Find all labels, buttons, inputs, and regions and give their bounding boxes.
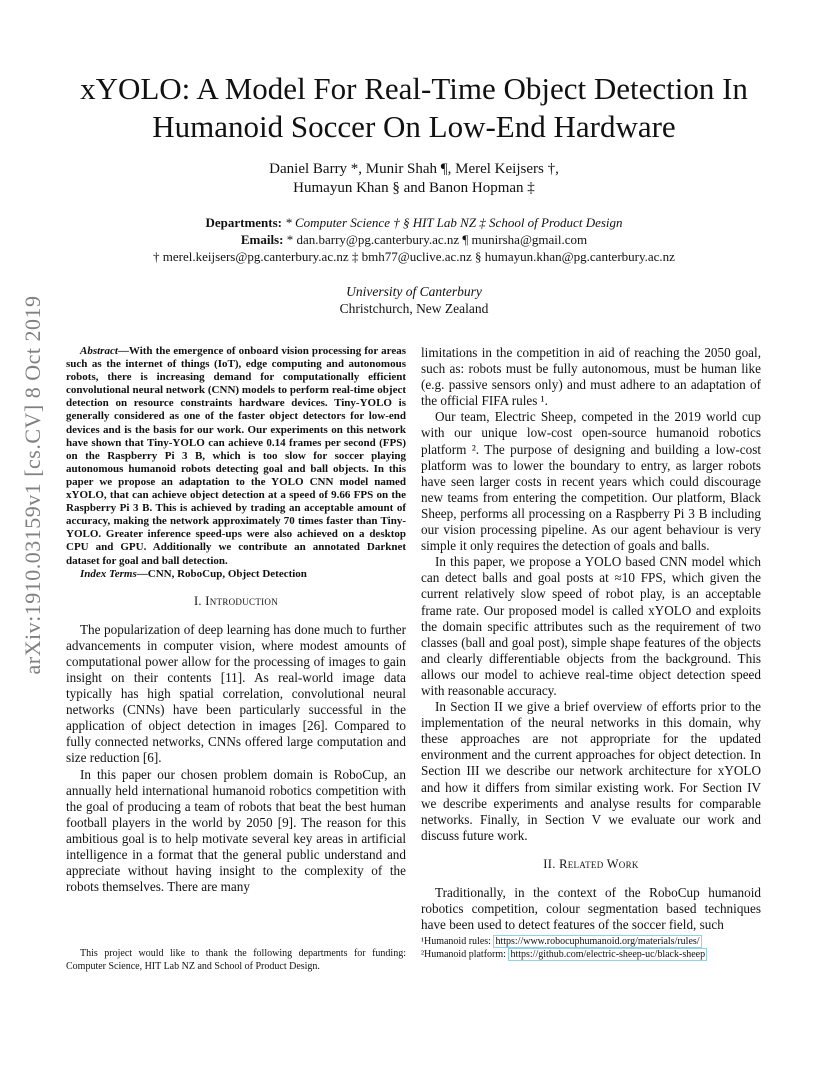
emails-text-1: * dan.barry@pg.canterbury.ac.nz ¶ munirsha@gmail.com <box>286 232 588 247</box>
section-heading-related-work: II. Related Work <box>543 856 639 871</box>
left-column <box>66 345 406 895</box>
city: Christchurch, New Zealand <box>339 301 489 316</box>
footnote-2-link[interactable]: https://github.com/electric-sheep-uc/black-sheep <box>510 949 706 960</box>
right-paragraph-4: In Section II we give a brief overview of efforts prior to the implementation of the neural networks in this domain, why these approaches are not appropriate for the updated environment and the current approaches for object detection. In Section III we describe our network architecture for xYOLO and how it differs from similar existing work. For Section IV we describe experiments and analyse results for comparable networks. Finally, in Section V we evaluate our work and discuss future work. <box>421 699 761 843</box>
right-column <box>421 345 761 933</box>
institution <box>60 283 768 317</box>
footnote-1-label: ¹Humanoid rules: <box>421 936 494 947</box>
right-paragraph-2: Our team, Electric Sheep, competed in the 2019 world cup with our unique low-cost open-source humanoid robotics platform ². The purpose of designing and building a low-cost platform was to lower the boundary to entry, as larger robots have seen larger costs in recent years which could discourage new teams from entering the competition. Our platform, Black Sheep, performs all processing on a Raspberry Pi 3 B including our vision processing pipeline. As our agent behaviour is very simple it only requires the detection of goals and balls. <box>421 409 761 554</box>
arxiv-sidebar-stamp <box>8 295 58 675</box>
affiliations <box>60 214 768 265</box>
right-paragraph-3: In this paper, we propose a YOLO based CNN model which can detect balls and goal posts at ≈10 FPS, which given the current relatively slow speed of robot play, is an acceptable frame rate. Our proposed model is called xYOLO and exploits the domain specific attributes such as the requirement of two classes (ball and goal post), simple shape features of the objects and clearly differentiable objects from the background. This allows our model to achieve real-time object detection speed with reasonable accuracy. <box>421 554 761 698</box>
index-terms-label: Index Terms <box>80 567 137 580</box>
university: University of Canterbury <box>346 284 482 299</box>
footnotes <box>421 935 761 961</box>
departments-text: * Computer Science † § HIT Lab NZ ‡ School of Product Design <box>285 215 623 230</box>
intro-paragraph-1: The popularization of deep learning has done much to further advancements in computer vision, where modest amounts of computational power allow for the processing of images to gain insight on their contents [11]. As real-world image data typically has high spatial correlation, convolutional neural networks (CNNs) have been particularly successful in the application of object detection in images [26]. Compared to fully connected networks, CNNs offered large computation and size reduction [6]. <box>66 621 406 766</box>
authors <box>60 160 768 198</box>
footnote-1 <box>421 935 761 948</box>
emails-line <box>60 231 768 248</box>
right-paragraph-1: limitations in the competition in aid of reaching the 2050 goal, such as: robots must be fully autonomous, must be human like (e.g. passive sensors only) and must adhere to an adaptation of the official FIFA rules ¹. <box>421 345 761 409</box>
index-terms <box>66 568 406 581</box>
funding-footnote: This project would like to thank the following departments for funding: Computer Science, HIT Lab NZ and School of Product Design. <box>66 948 406 972</box>
index-terms-text: —CNN, RoboCup, Object Detection <box>136 567 307 580</box>
authors-line-1: Daniel Barry *, Munir Shah ¶, Merel Keijsers †, <box>269 161 559 177</box>
departments-label: Departments: <box>205 215 283 230</box>
departments-line <box>60 214 768 231</box>
authors-line-2: Humayun Khan § and Banon Hopman ‡ <box>293 180 535 196</box>
intro-paragraph-2: In this paper our chosen problem domain is RoboCup, an annually held international humanoid robotics competition with the goal of producing a team of robots that beat the best human football players in the world by 2050 [9]. The reason for this ambitious goal is to help motivate several key areas in artificial intelligence in a format that the general public understand and appreciate without having insight to the complexity of the robots themselves. There are many <box>66 766 406 895</box>
abstract <box>66 345 406 568</box>
paper-title: xYOLO: A Model For Real-Time Object Detection In Humanoid Soccer On Low-End Hardware <box>80 71 748 144</box>
footnote-2-label: ²Humanoid platform: <box>421 949 509 960</box>
related-paragraph-1: Traditionally, in the context of the RoboCup humanoid robotics competition, colour segmentation based techniques have been used to detect features of the soccer field, such <box>421 884 761 933</box>
abstract-label: Abstract <box>80 345 118 357</box>
emails-label: Emails: <box>240 232 284 247</box>
abstract-text: —With the emergence of onboard vision processing for areas such as the internet of things (IoT), edge computing and autonomous robots, there is increasing demand for computationally efficient convolutional neural network (CNN) models to perform real-time object detection on resource constraints hardware devices. Tiny-YOLO is generally considered as one of the faster object detectors for low-end devices and is the basis for our work. Our experiments on this network have shown that Tiny-YOLO can achieve 0.14 frames per second (FPS) on the Raspberry Pi 3 B, which is too slow for soccer playing autonomous humanoid robots detecting goal and ball objects. In this paper we propose an adaptation to the YOLO CNN model named xYOLO, that can achieve object detection at a speed of 9.66 FPS on the Raspberry Pi 3 B. This is achieved by trading an acceptable amount of accuracy, making the network approximately 70 times faster than Tiny-YOLO. Greater inference speed-ups were also achieved on a desktop CPU and GPU. Additionally we contribute an annotated Darknet dataset for goal and ball detection. <box>66 345 406 567</box>
emails-line-2: † merel.keijsers@pg.canterbury.ac.nz ‡ bmh77@uclive.ac.nz § humayun.khan@pg.canterbury.ac.nz <box>153 249 675 264</box>
footnote-1-link[interactable]: https://www.robocuphumanoid.org/materials/rules/ <box>495 936 700 947</box>
footnote-2 <box>421 948 761 961</box>
section-heading-introduction: I. Introduction <box>193 593 279 608</box>
arxiv-id: arXiv:1910.03159v1 [cs.CV] 8 Oct 2019 <box>20 295 45 675</box>
